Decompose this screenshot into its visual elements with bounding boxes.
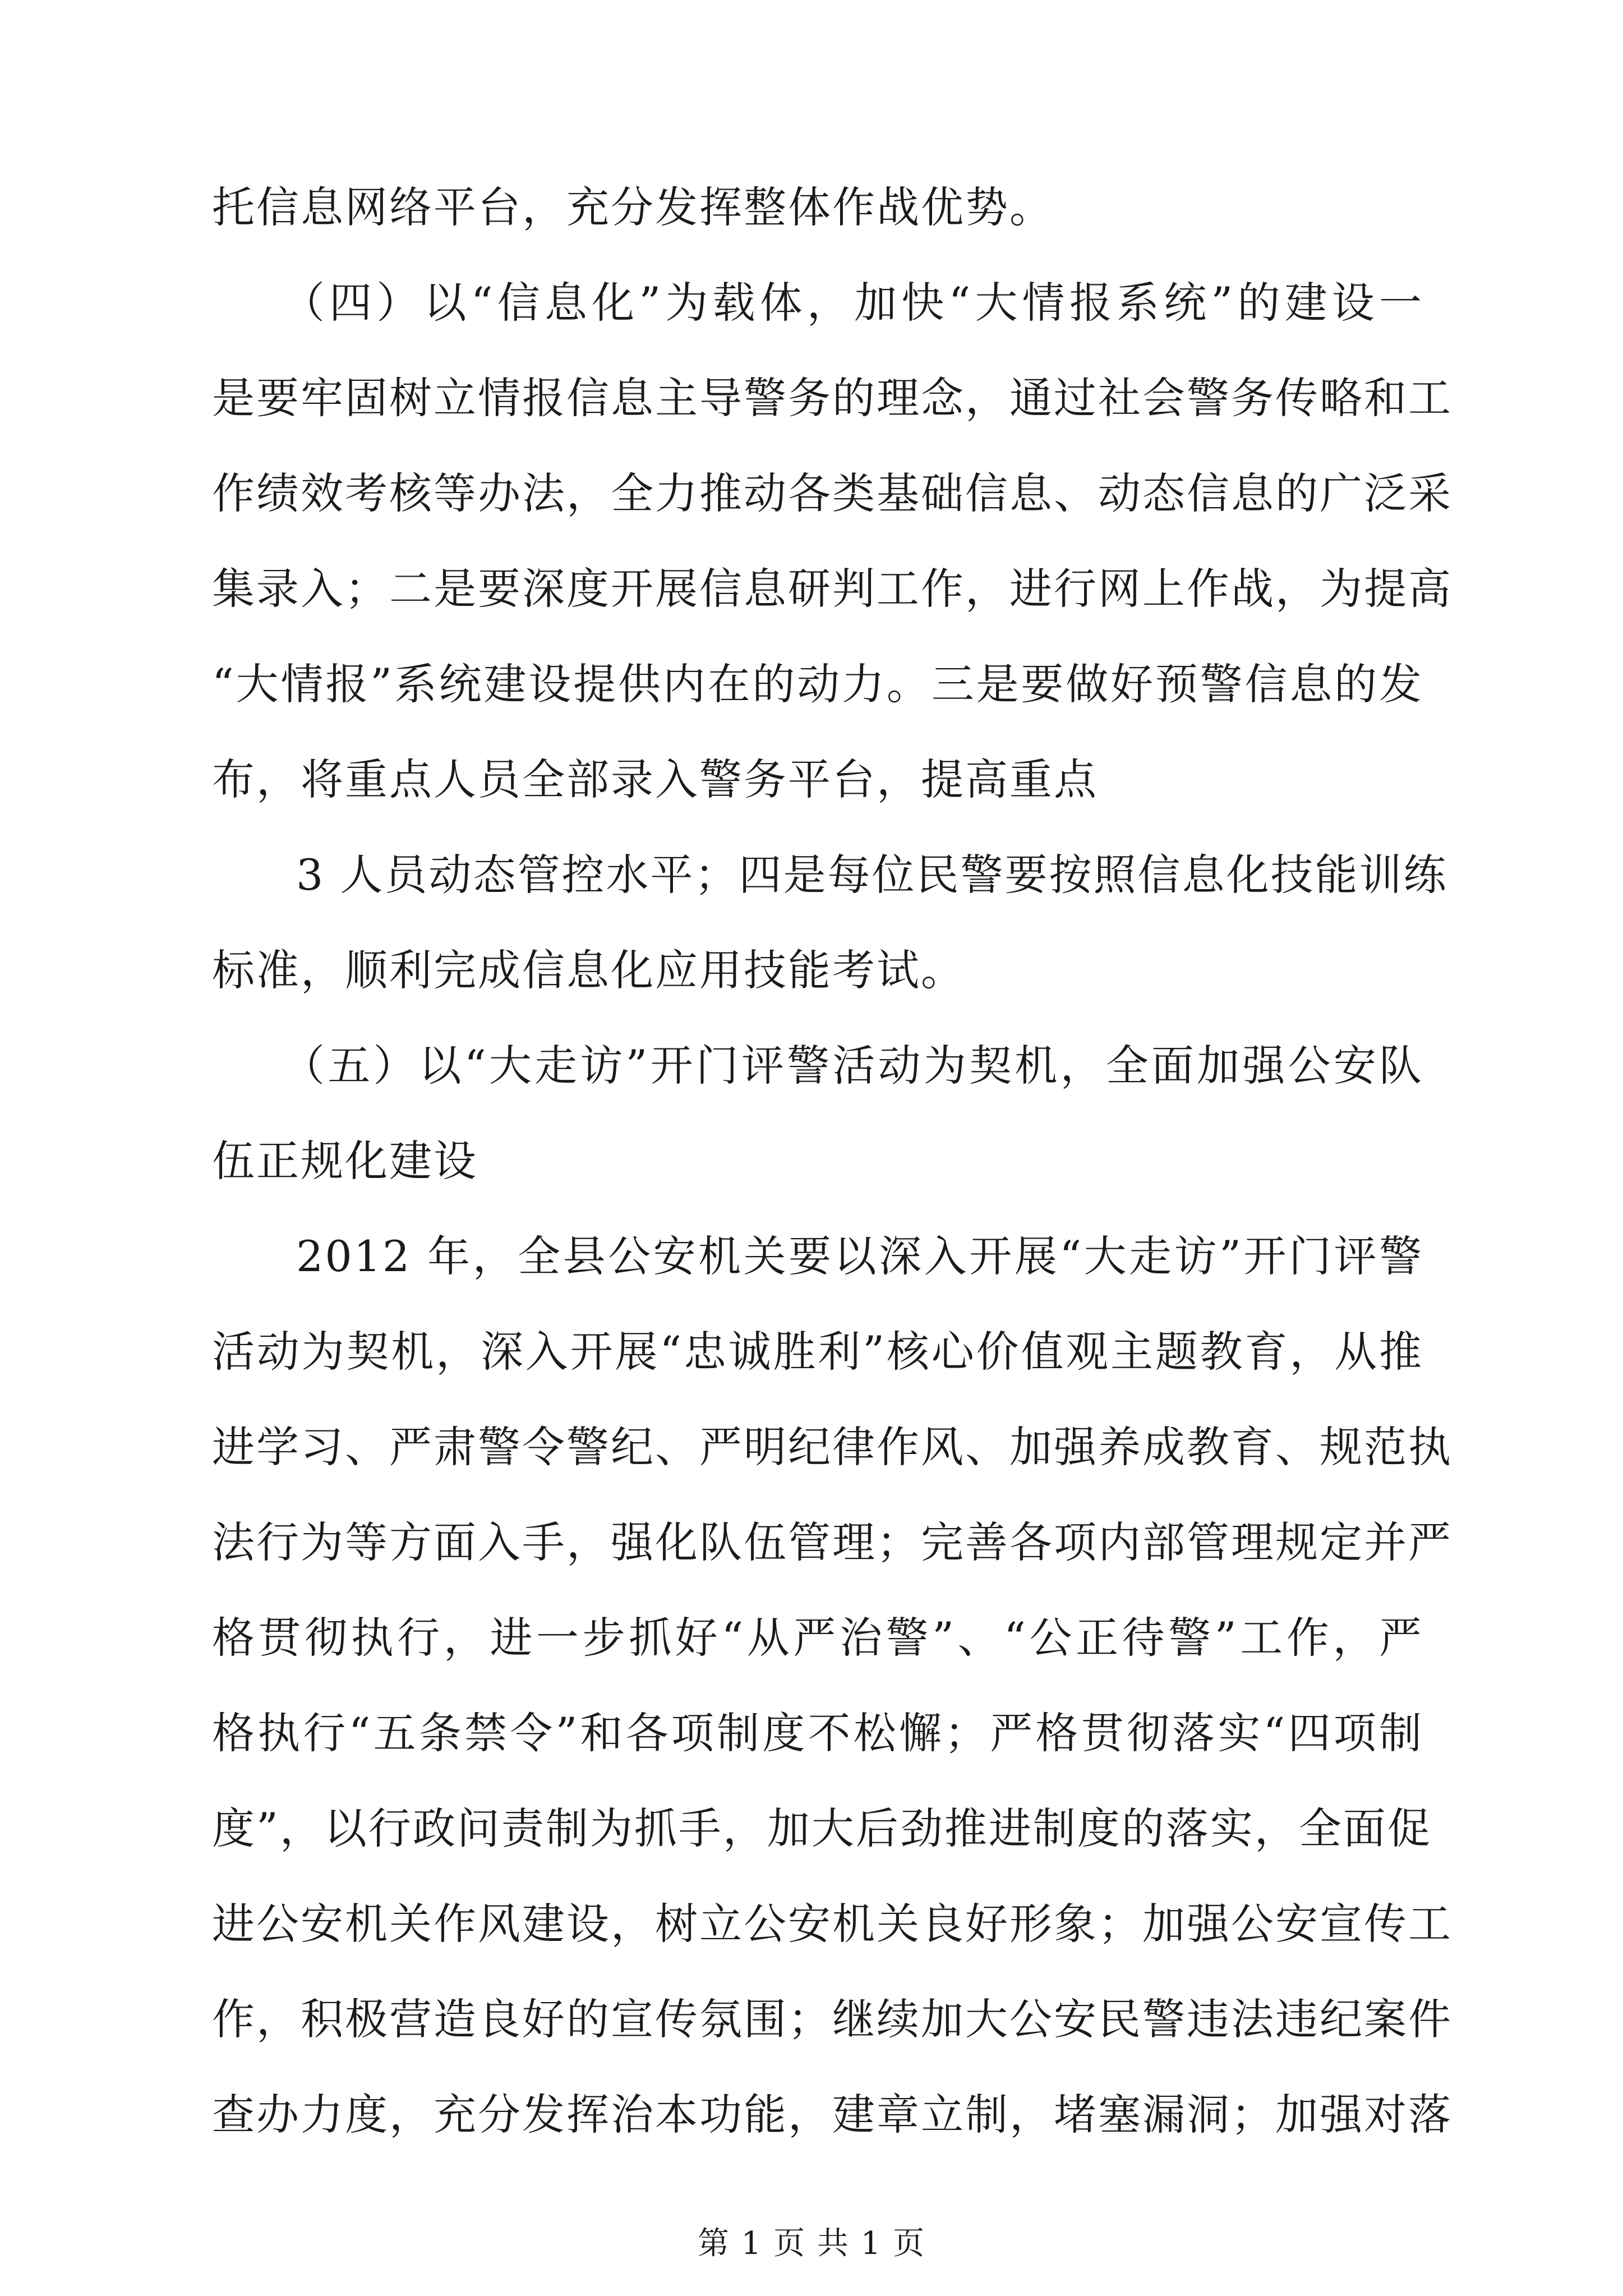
text-line: “大情报”系统建设提供内在的动力。三是要做好预警信息的发 bbox=[212, 659, 1423, 709]
text-line: 托信息网络平台，充分发挥整体作战优势。 bbox=[212, 182, 1054, 232]
text-line: 格贯彻执行，进一步抓好“从严治警”、“公正待警”工作，严 bbox=[212, 1613, 1423, 1663]
text-line: 集录入；二是要深度开展信息研判工作，进行网上作战，为提高 bbox=[212, 564, 1453, 614]
page-number-footer: 第 1 页 共 1 页 bbox=[697, 2225, 926, 2262]
text-line: 布，将重点人员全部录入警务平台，提高重点 bbox=[212, 754, 1098, 804]
text-line: 度”，以行政问责制为抓手，加大后劲推进制度的落实，全面促 bbox=[212, 1803, 1432, 1853]
text-line: 3 人员动态管控水平；四是每位民警要按照信息化技能训练 bbox=[296, 850, 1448, 900]
text-line: 2012 年，全县公安机关要以深入开展“大走访”开门评警 bbox=[296, 1231, 1423, 1281]
text-line: 作绩效考核等办法，全力推动各类基础信息、动态信息的广泛采 bbox=[212, 468, 1453, 518]
text-line: 是要牢固树立情报信息主导警务的理念，通过社会警务传略和工 bbox=[212, 373, 1453, 423]
section-heading-five-cont: 伍正规化建设 bbox=[212, 1136, 478, 1186]
section-heading-five: （五）以“大走访”开门评警活动为契机，全面加强公安队 bbox=[282, 1041, 1423, 1091]
text-line: 作，积极营造良好的宣传氛围；继续加大公安民警违法违纪案件 bbox=[212, 1994, 1453, 2044]
section-heading-four: （四）以“信息化”为载体，加快“大情报系统”的建设一 bbox=[282, 278, 1423, 328]
text-line: 活动为契机，深入开展“忠诚胜利”核心价值观主题教育，从推 bbox=[212, 1327, 1423, 1377]
text-line: 进公安机关作风建设，树立公安机关良好形象；加强公安宣传工 bbox=[212, 1899, 1453, 1949]
text-line: 查办力度，充分发挥治本功能，建章立制，堵塞漏洞；加强对落 bbox=[212, 2090, 1453, 2139]
text-line: 标准，顺利完成信息化应用技能考试。 bbox=[212, 945, 965, 995]
text-line: 格执行“五条禁令”和各项制度不松懈；严格贯彻落实“四项制 bbox=[212, 1708, 1423, 1758]
text-line: 法行为等方面入手，强化队伍管理；完善各项内部管理规定并严 bbox=[212, 1517, 1453, 1567]
text-line: 进学习、严肃警令警纪、严明纪律作风、加强养成教育、规范执 bbox=[212, 1422, 1453, 1472]
